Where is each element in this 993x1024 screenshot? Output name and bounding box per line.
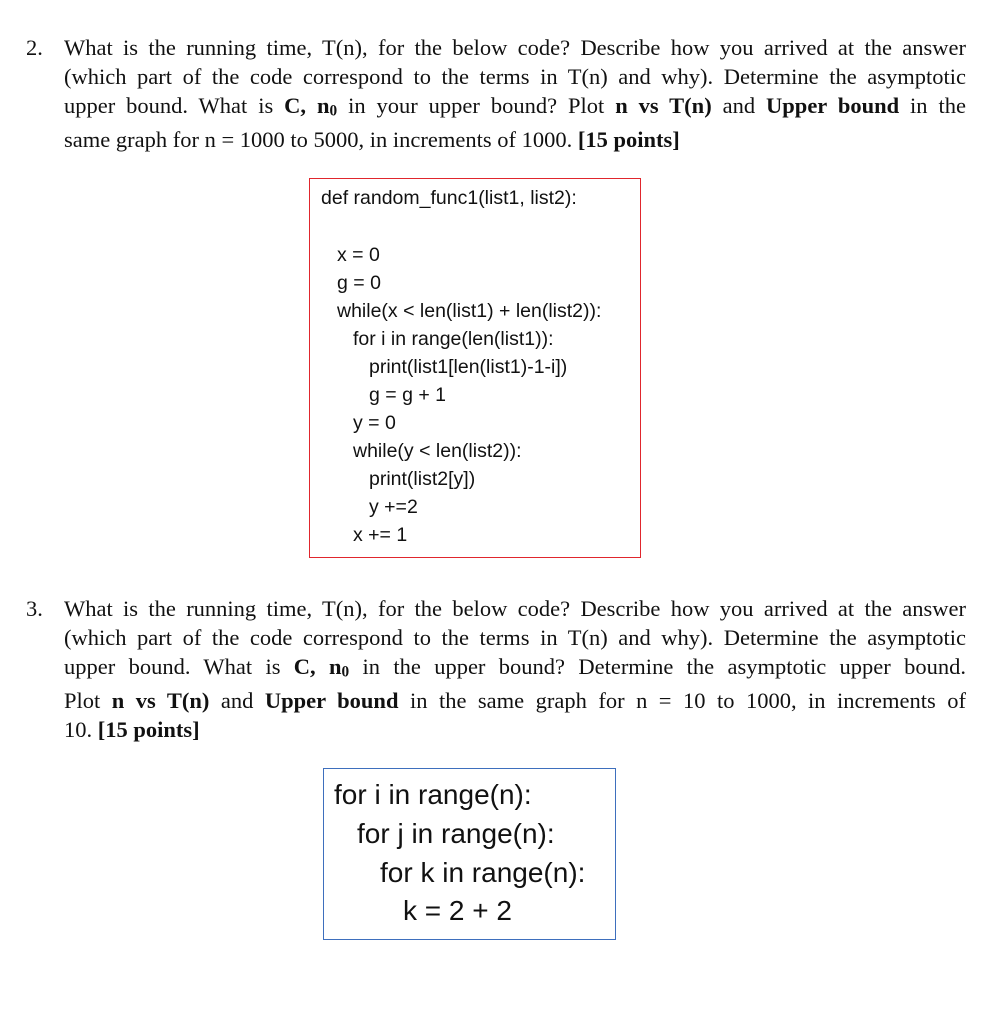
bold-run: Upper bound (766, 93, 900, 118)
question-number: 2. (26, 35, 43, 60)
question-line (64, 62, 966, 91)
code-line: while(x < len(list1) + len(list2)): (337, 300, 602, 322)
code-line: print(list1[len(list1)-1-i]) (369, 356, 568, 378)
question-text (64, 33, 966, 154)
question-2 (26, 33, 966, 154)
code-line: for i in range(n): (334, 779, 532, 810)
bold-run: n vs T(n) (615, 93, 712, 118)
text-run: (which part of the code correspond to the terms in T(n) and why). Determine the asymptotic (64, 625, 966, 650)
question-line (64, 715, 966, 744)
question-number: 3. (26, 596, 43, 621)
code-line: for k in range(n): (380, 857, 586, 888)
bold-run: Upper bound (264, 688, 399, 714)
question-3 (26, 594, 966, 744)
question-text (64, 594, 966, 744)
bold-run: 0 (329, 102, 338, 120)
bold-run: 0 (341, 663, 350, 681)
code-line: g = 0 (337, 272, 381, 294)
code-line: x += 1 (353, 524, 408, 546)
code-line: while(y < len(list2)): (353, 440, 522, 462)
question-line (64, 652, 966, 686)
text-run: upper bound. What is (64, 654, 294, 679)
bold-run: [15 points] (97, 717, 200, 743)
question-line (64, 623, 966, 652)
code-line: for i in range(len(list1)): (353, 328, 554, 350)
text-run: and (711, 93, 767, 118)
bold-run: [15 points] (577, 127, 680, 153)
text-run: in the same graph for n = 10 to 1000, in increments of (398, 688, 966, 714)
text-run: in the upper bound? Determine the asymptotic upper bound. (349, 654, 966, 679)
code-block-random-func1 (309, 178, 641, 558)
text-run: What is the running time, T(n), for the below code? Describe how you arrived at the answer (64, 596, 966, 621)
text-run: same graph for n = 1000 to 5000, in increments of 1000. (64, 127, 578, 153)
text-run: (which part of the code correspond to the terms in T(n) and why). Determine the asymptotic (64, 64, 966, 89)
question-line (64, 594, 966, 623)
code-line: y = 0 (353, 412, 396, 434)
text-run: in the (899, 93, 966, 118)
code-line: print(list2[y]) (369, 468, 476, 490)
text-run: 10. (64, 717, 98, 743)
code-line: def random_func1(list1, list2): (321, 187, 577, 209)
code-line: for j in range(n): (357, 818, 555, 849)
code-line: x = 0 (337, 244, 380, 266)
question-line (64, 33, 966, 62)
question-line (64, 125, 966, 154)
text-run: in your upper bound? Plot (337, 93, 616, 118)
code-line: y +=2 (369, 496, 418, 518)
question-line (64, 686, 966, 715)
text-run: What is the running time, T(n), for the below code? Describe how you arrived at the answer (64, 35, 966, 60)
question-line (64, 91, 966, 125)
text-run: upper bound. What is (64, 93, 285, 118)
text-run: Plot (64, 688, 112, 714)
text-run: and (209, 688, 265, 714)
bold-run: n vs T(n) (111, 688, 210, 714)
bold-run: C, n (284, 93, 330, 118)
code-line: k = 2 + 2 (403, 895, 512, 926)
bold-run: C, n (293, 654, 342, 679)
code-block-nested-loops (323, 768, 616, 940)
code-line: g = g + 1 (369, 384, 446, 406)
